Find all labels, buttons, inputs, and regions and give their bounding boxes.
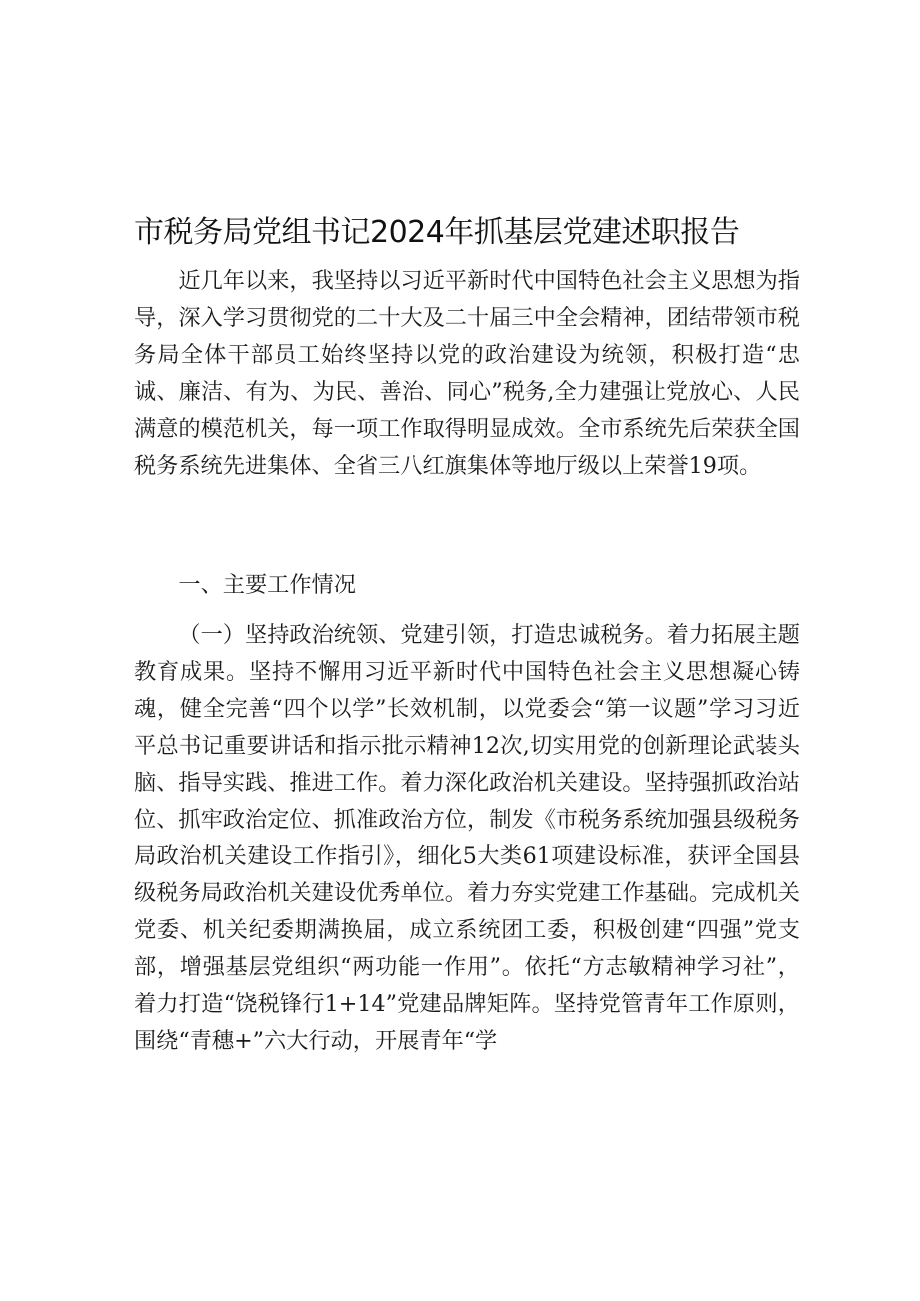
section-paragraph: （一）坚持政治统领、党建引领，打造忠诚税务。着力拓展主题教育成果。坚持不懈用习近平新时代中国特色社会主义思想凝心铸魂，健全完善“四个以学”长效机制，以党委会“第一议题”学习习近平总书记重要讲话和指示批示精神12次,切实用党的创新理论武装头脑、指导实践、推进工作。着力深化政治机关建设。坚持强抓政治站位、抓牢政治定位、抓准政治方位，制发《市税务系统加强县级税务局政治机关建设工作指引》，细化5大类61项建设标准，获评全国县级税务局政治机关建设优秀单位。着力夯实党建工作基础。完成机关党委、机关纪委期满换届，成立系统团工委，积极创建“四强”党支部，增强基层党组织“两功能一作用”。依托“方志敏精神学习社”，着力打造“饶税锋行1+14”党建品牌矩阵。坚持党管青年工作原则，围绕“青穗+”六大行动，开展青年“学 <box>134 622 800 1054</box>
section-heading: 一、主要工作情况 <box>178 572 356 598</box>
document-title: 市税务局党组书记2024年抓基层党建述职报告 <box>134 215 740 250</box>
intro-paragraph: 近几年以来，我坚持以习近平新时代中国特色社会主义思想为指导，深入学习贯彻党的二十大及二十届三中全会精神，团结带领市税务局全体干部员工始终坚持以党的政治建设为统领，积极打造“忠诚、廉洁、有为、为民、善治、同心”税务,全力建强让党放心、人民满意的模范机关，每一项工作取得明显成效。全市系统先后荣获全国税务系统先进集体、全省三八红旗集体等地厅级以上荣誉19项。 <box>134 268 800 479</box>
